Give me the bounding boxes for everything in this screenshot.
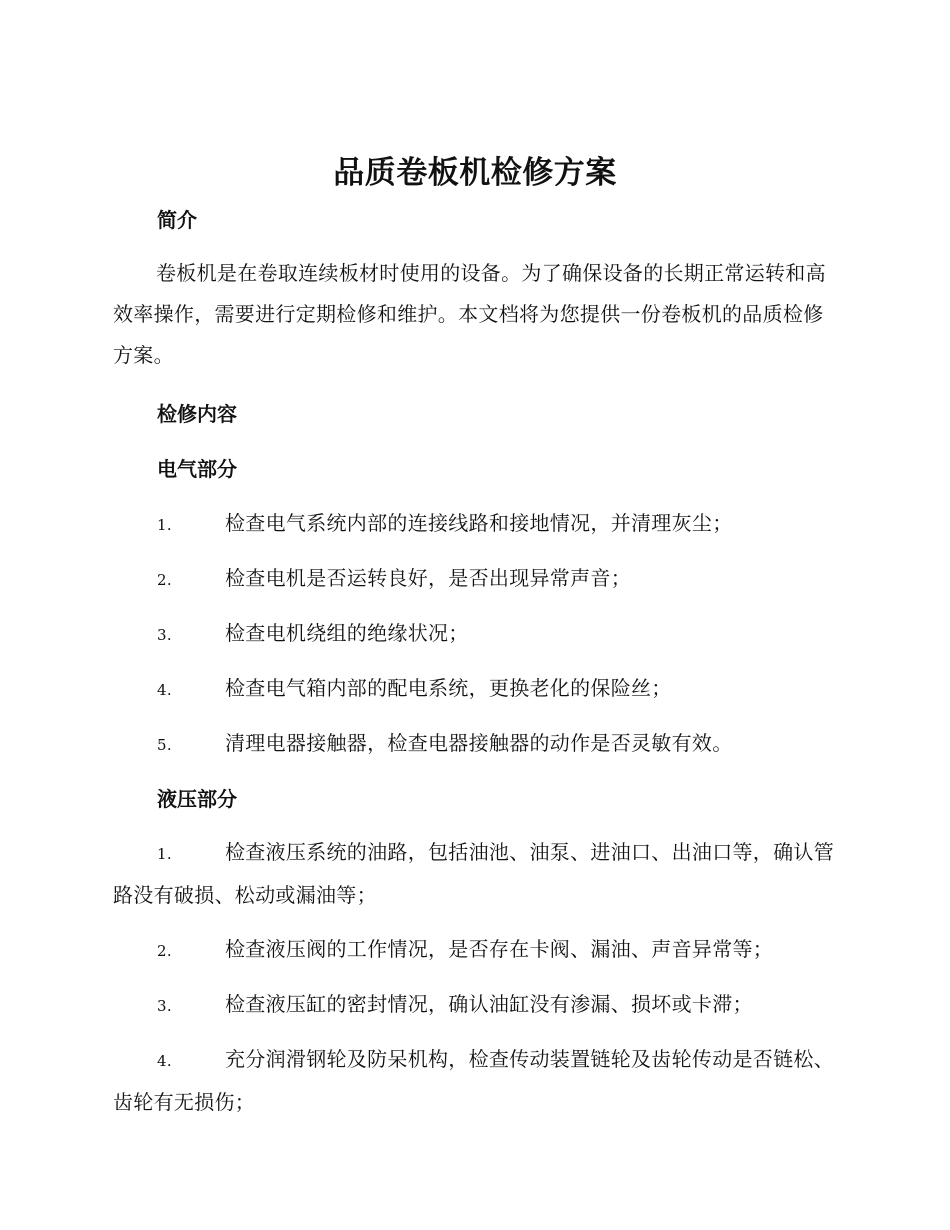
list-item [113,613,835,656]
electrical-heading: 电气部分 [157,457,237,481]
intro-paragraph: 卷板机是在卷取连续板材时使用的设备。为了确保设备的长期正常运转和高效率操作，需要进行定期检修和维护。本文档将为您提供一份卷板机的品质检修方案。 [113,261,826,367]
intro-heading: 简介 [157,208,197,232]
list-number: 1. [157,845,172,863]
list-number: 5. [157,736,172,754]
hydraulic-heading: 液压部分 [157,787,237,811]
list-text: 充分润滑钢轮及防呆机构，检查传动装置链轮及齿轮传动是否链松、齿轮有无损伤； [113,1047,834,1114]
document-title: 品质卷板机检修方案 [333,155,617,191]
list-item [113,929,835,972]
list-text: 检查电机绕组的绝缘状况； [225,621,469,645]
list-item [113,503,835,546]
list-number: 4. [157,1052,172,1070]
list-number: 2. [157,571,172,589]
list-text: 检查电气箱内部的配电系统，更换老化的保险丝； [225,676,672,700]
list-item [113,984,835,1027]
list-item [113,668,835,711]
list-text: 检查液压阀的工作情况，是否存在卡阀、漏油、声音异常等； [225,937,774,961]
list-item [113,723,835,766]
list-text: 检查液压缸的密封情况，确认油缸没有渗漏、损坏或卡滞； [225,992,753,1016]
list-text: 检查电气系统内部的连接线路和接地情况，并清理灰尘； [225,511,733,535]
list-number: 4. [157,681,172,699]
list-item [113,1039,835,1123]
list-text: 检查电机是否运转良好，是否出现异常声音； [225,566,631,590]
content-heading: 检修内容 [157,402,237,426]
list-text: 清理电器接触器，检查电器接触器的动作是否灵敏有效。 [225,731,733,755]
list-number: 2. [157,942,172,960]
list-item [113,832,835,916]
list-item [113,558,835,601]
list-text: 检查液压系统的油路，包括油池、油泵、进油口、出油口等，确认管路没有破损、松动或漏油等； [113,840,834,907]
list-number: 1. [157,516,172,534]
list-number: 3. [157,626,172,644]
list-number: 3. [157,997,172,1015]
